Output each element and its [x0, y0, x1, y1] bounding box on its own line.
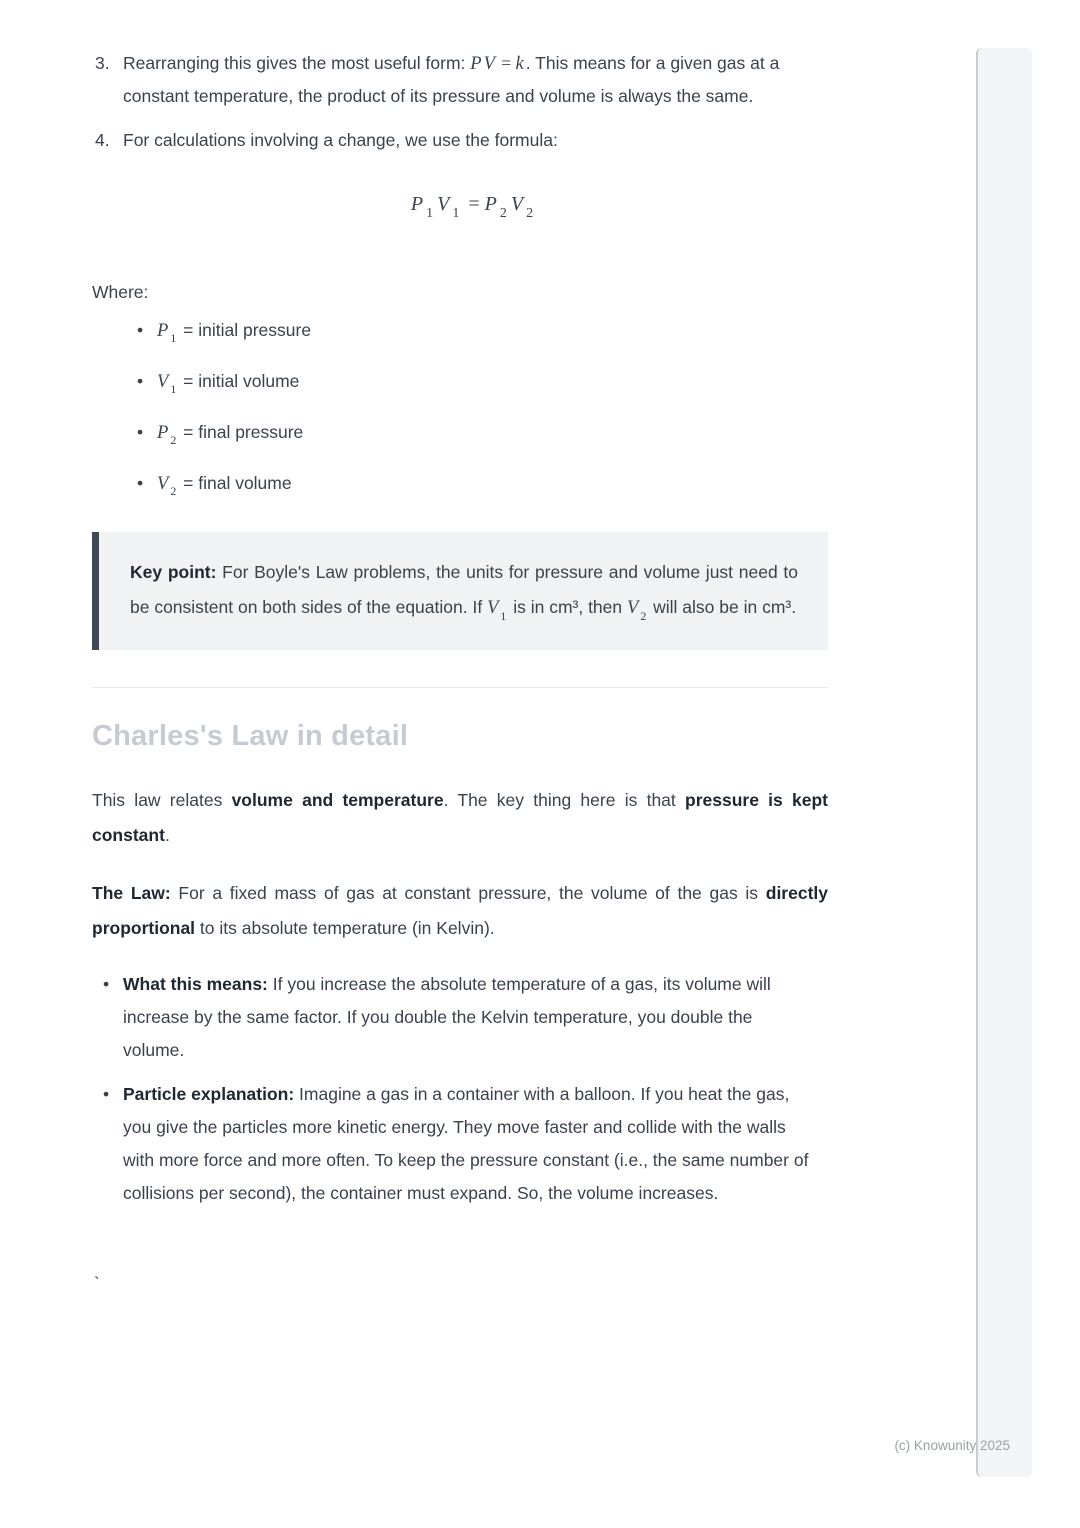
math-var-V: V: [483, 53, 495, 74]
math-sub-2: 2: [499, 206, 507, 222]
text-run: will also be in cm³.: [648, 597, 797, 618]
definition-text: [157, 365, 299, 406]
document-content: [92, 0, 828, 1210]
math-sub: 1: [170, 331, 177, 346]
numbered-list: [92, 0, 828, 157]
math-var-V1: V: [487, 597, 499, 619]
math-var: V: [157, 473, 169, 494]
bullet-marker: •: [137, 422, 144, 443]
list-item-3: [92, 47, 828, 113]
bullet-marker: •: [103, 1084, 110, 1105]
definition-text: [157, 467, 292, 508]
list-item-text: For calculations involving a change, we use the formula:: [123, 130, 558, 150]
bullet-marker: •: [137, 473, 144, 493]
list-item: [92, 365, 828, 406]
text-run: = initial pressure: [178, 320, 312, 341]
text-run: .: [164, 825, 170, 846]
math-var-k: k: [515, 53, 524, 74]
law-paragraph: [92, 876, 828, 946]
math-sub-1: 1: [426, 206, 434, 222]
copyright-notice: (c) Knowunity 2025: [894, 1438, 1010, 1453]
bullet-list: [92, 968, 828, 1210]
text-run: For Boyle's Law problems, the units for pressure and volume just need to be consistent on both sides of the equation. If: [130, 561, 798, 618]
list-number: 3.: [95, 53, 110, 73]
intro-paragraph: [92, 783, 828, 853]
math-sub-2: 2: [640, 608, 647, 623]
list-item: [92, 416, 828, 457]
where-label: Where:: [92, 282, 149, 303]
next-page-preview[interactable]: [976, 48, 1032, 1477]
bullet-text: [123, 968, 828, 1067]
math-var-P2: P: [484, 193, 497, 215]
boyle-equation: [92, 184, 828, 234]
text-run: For a fixed mass of gas at constant pressure, the volume of the gas is: [170, 883, 766, 904]
text-run: This law relates: [92, 790, 232, 811]
list-item: [92, 1078, 828, 1210]
bold-run: volume and temperature: [231, 790, 444, 811]
list-item: [92, 467, 828, 508]
bold-run: pressure is kept constant: [92, 790, 829, 846]
list-item-text: [123, 47, 828, 113]
math-var: P: [157, 422, 169, 444]
definition-text: [157, 314, 311, 355]
bullet-marker: •: [137, 320, 144, 341]
math-var: P: [157, 320, 169, 342]
math-sub-1: 1: [452, 206, 460, 222]
definition-text: [157, 416, 303, 457]
text-run: is in cm³, then: [508, 597, 627, 618]
math-var: V: [157, 371, 169, 393]
text-run: = initial volume: [178, 371, 300, 392]
math-sub: 2: [170, 433, 177, 447]
stray-backtick-character: `: [94, 1274, 100, 1293]
text-run: Imagine a gas in a container with a balloon. If you heat the gas, you give the particles more kinetic energy. They move faster and collide with the walls with more force and more often. To keep the pressure constant (i.e., the same number of collisions per second), the container must expand. So, the volume increases.: [123, 1084, 809, 1204]
key-point-callout: [92, 532, 828, 650]
list-item-4: [92, 124, 828, 157]
text-run: Rearranging this gives the most useful form:: [123, 53, 471, 73]
math-sub-1: 1: [500, 608, 507, 623]
math-var-P1: P: [410, 193, 424, 215]
bullet-text: [123, 1078, 828, 1210]
math-var-V2: V: [627, 597, 639, 619]
math-sub: 2: [170, 483, 177, 498]
bullet-label: Particle explanation:: [123, 1084, 295, 1105]
math-var-V2: V: [510, 193, 524, 215]
bold-run: directly proportional: [92, 883, 828, 939]
bullet-label: What this means:: [123, 974, 268, 995]
bullet-marker: •: [137, 371, 144, 392]
list-item: [92, 968, 828, 1067]
math-equals: =: [463, 193, 485, 215]
math-var-V1: V: [437, 193, 450, 215]
definition-list: [92, 314, 828, 508]
text-run: = final volume: [178, 473, 292, 493]
law-label: The Law:: [92, 883, 171, 904]
list-number: 4.: [95, 130, 110, 150]
text-run: to its absolute temperature (in Kelvin).: [195, 918, 495, 939]
section-divider: [92, 687, 828, 688]
math-sub: 1: [170, 382, 177, 397]
text-run: If you increase the absolute temperature of a gas, its volume will increase by the same factor. If you double the Kelvin temperature, you double the volume.: [123, 974, 771, 1061]
list-item: [92, 314, 828, 355]
math-var-P: P: [470, 53, 482, 74]
section-heading: Charles's Law in detail: [92, 720, 409, 753]
bullet-marker: •: [103, 974, 110, 995]
math-equals: =: [496, 53, 516, 73]
math-sub-2: 2: [526, 206, 534, 222]
text-run: . The key thing here is that: [443, 790, 686, 811]
key-point-label: Key point:: [130, 561, 217, 582]
text-run: = final pressure: [178, 422, 304, 443]
text-run: . This means for a given gas at a constant temperature, the product of its pressure and volume is always the same.: [123, 53, 780, 106]
